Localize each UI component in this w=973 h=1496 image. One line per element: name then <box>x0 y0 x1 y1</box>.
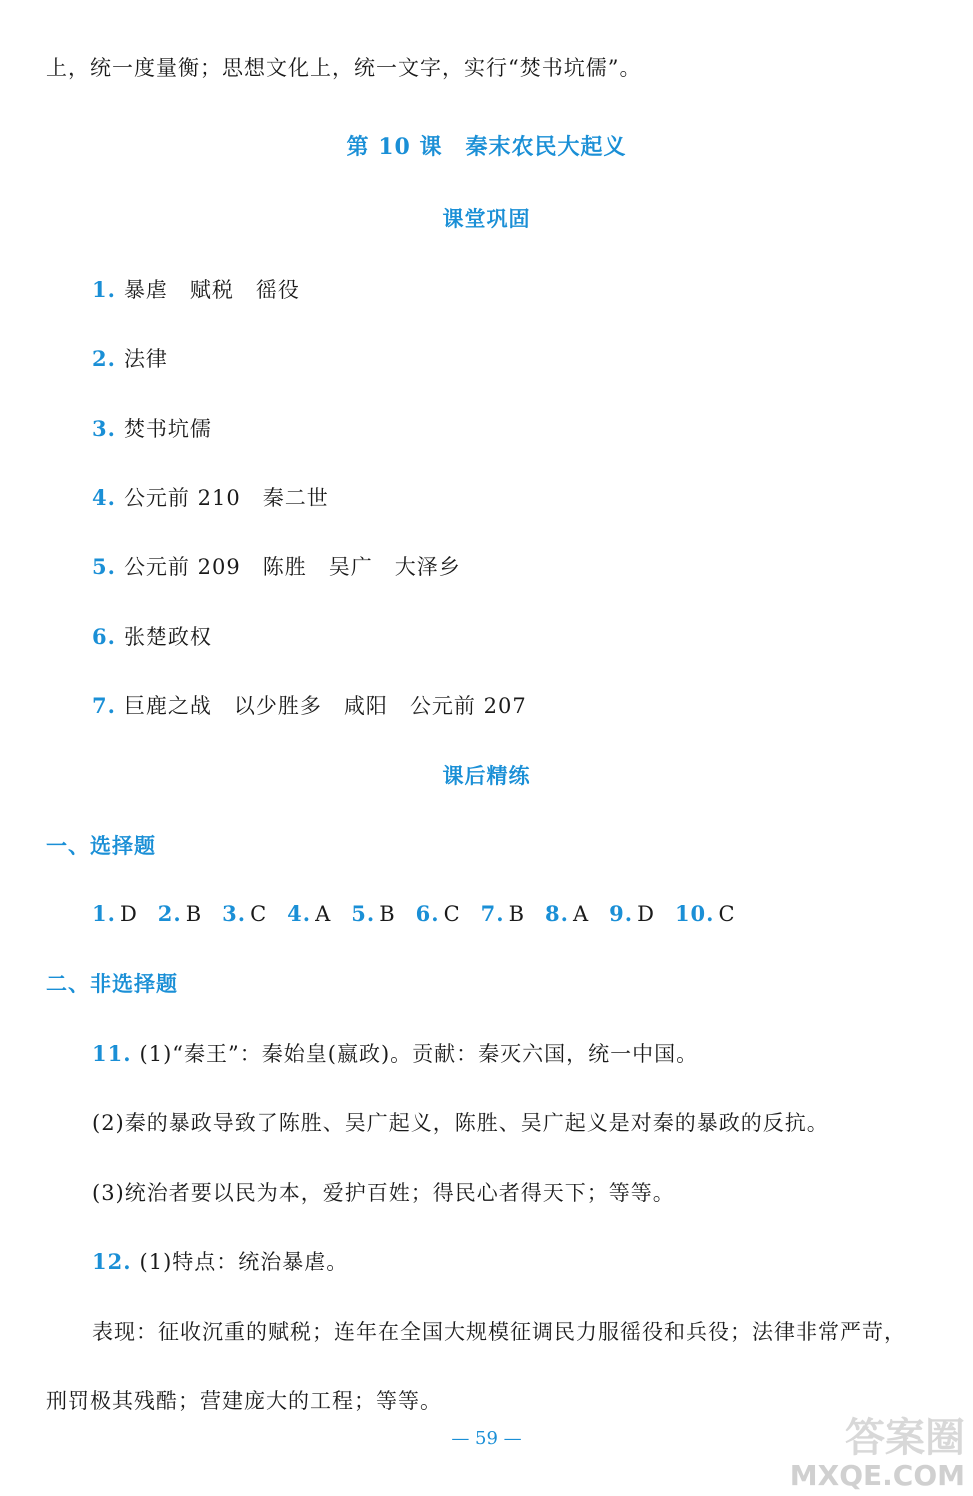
practice-item-number: 4. <box>92 485 116 510</box>
lesson-title: 第 10 课 秦末农民大起义 <box>346 134 627 160</box>
q11-part3: (3)统治者要以民为本，爱护百姓；得民心者得天下；等等。 <box>92 1181 675 1205</box>
practice-item-number: 5. <box>92 554 116 579</box>
mc-answer-letter: A <box>315 902 332 926</box>
practice-item <box>92 276 300 304</box>
q12-line1 <box>92 1248 348 1276</box>
practice-item <box>92 484 329 512</box>
mc-answers <box>92 900 756 928</box>
q11-part2: (2)秦的暴政导致了陈胜、吴广起义，陈胜、吴广起义是对秦的暴政的反抗。 <box>92 1111 829 1135</box>
part2-title: 二、非选择题 <box>46 971 178 996</box>
mc-answer-letter: C <box>250 902 268 926</box>
mc-answer-letter: C <box>718 902 736 926</box>
mc-answer-letter: C <box>443 902 461 926</box>
watermark-top: 答案圈 <box>845 1415 965 1461</box>
mc-answer <box>92 900 138 928</box>
q11-number: 11. <box>92 1041 132 1066</box>
section-title-practice: 课堂巩固 <box>442 206 531 231</box>
mc-answer-number: 10. <box>674 901 715 926</box>
practice-item-text: 巨鹿之战 以少胜多 咸阳 公元前 207 <box>123 694 527 718</box>
mc-answer-number: 5. <box>351 901 376 926</box>
practice-item-number: 1. <box>92 277 116 302</box>
watermark-bottom: MXQE.COM <box>789 1459 965 1492</box>
mc-answer-number: 3. <box>222 901 247 926</box>
practice-item-text: 法律 <box>123 347 168 371</box>
practice-item-number: 6. <box>92 624 116 649</box>
mc-answer-number: 2. <box>157 901 182 926</box>
mc-answer-letter: B <box>379 902 396 926</box>
q12-part3: 刑罚极其残酷；营建庞大的工程；等等。 <box>46 1389 442 1413</box>
practice-item <box>92 692 527 720</box>
q11-line1 <box>92 1040 698 1068</box>
practice-item-number: 7. <box>92 693 116 718</box>
mc-answer-letter: B <box>508 902 526 926</box>
practice-item <box>92 415 212 443</box>
section-title-exercise: 课后精练 <box>442 763 531 788</box>
mc-answer <box>222 900 267 928</box>
mc-answer <box>545 900 589 928</box>
mc-answer-number: 4. <box>287 901 312 926</box>
mc-answer-number: 8. <box>545 901 569 926</box>
q12-number: 12. <box>92 1249 132 1274</box>
mc-answer-number: 6. <box>415 901 440 926</box>
practice-item <box>92 553 461 581</box>
mc-answer-number: 9. <box>609 901 634 926</box>
q12-part2: 表现：征收沉重的赋税；连年在全国大规模征调民力服徭役和兵役；法律非常严苛， <box>92 1320 906 1344</box>
q12-part1: (1)特点：统治暴虐。 <box>139 1250 349 1274</box>
practice-item-number: 2. <box>92 346 116 371</box>
q11-part1: (1)“秦王”：秦始皇(嬴政)。贡献：秦灭六国，统一中国。 <box>139 1042 699 1066</box>
mc-answer-number: 7. <box>480 901 505 926</box>
mc-answer <box>351 900 395 928</box>
mc-answer-number: 1. <box>92 901 116 926</box>
part1-title: 一、选择题 <box>46 833 156 858</box>
mc-answer <box>158 900 202 928</box>
mc-answer-letter: D <box>637 902 655 926</box>
mc-answer-letter: A <box>572 902 590 926</box>
watermark <box>790 1416 965 1492</box>
mc-answer <box>481 900 525 928</box>
mc-answer <box>416 900 461 928</box>
practice-item-text: 暴虐 赋税 徭役 <box>123 278 300 302</box>
mc-answer-letter: D <box>119 902 138 926</box>
intro-line: 上，统一度量衡；思想文化上，统一文字，实行“焚书坑儒”。 <box>46 56 642 80</box>
mc-answer <box>609 900 655 928</box>
mc-answer <box>287 900 331 928</box>
practice-item <box>92 623 212 651</box>
practice-item-text: 公元前 210 秦二世 <box>123 486 329 510</box>
practice-item-number: 3. <box>92 416 116 441</box>
practice-item <box>92 345 168 373</box>
page-number: — 59 — <box>451 1428 522 1449</box>
mc-answer-letter: B <box>185 902 203 926</box>
practice-item-text: 公元前 209 陈胜 吴广 大泽乡 <box>123 555 461 579</box>
practice-item-text: 焚书坑儒 <box>123 417 212 441</box>
practice-item-text: 张楚政权 <box>123 625 212 649</box>
mc-answer <box>675 900 736 928</box>
